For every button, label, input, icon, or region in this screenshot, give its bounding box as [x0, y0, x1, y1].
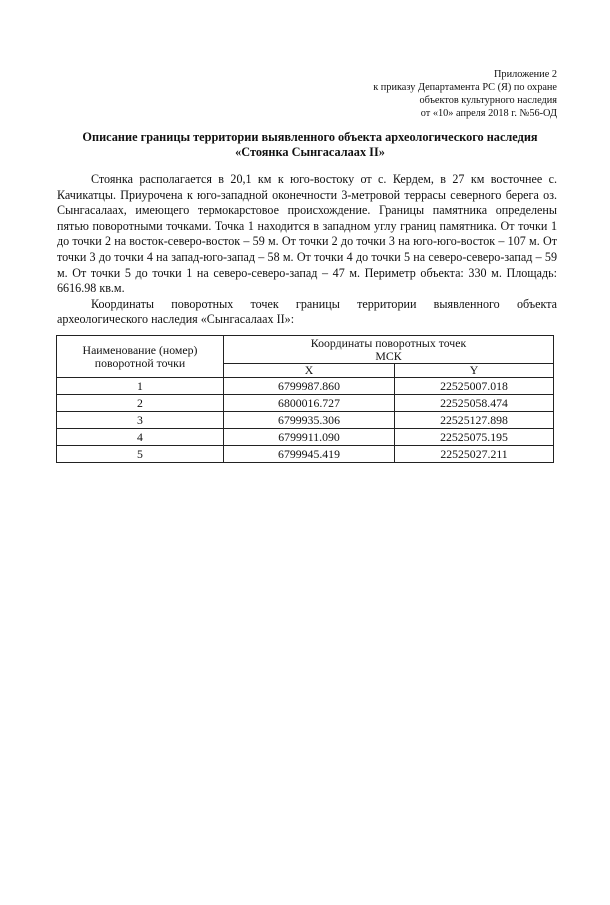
point-x: 6800016.727	[224, 395, 395, 412]
table-row	[57, 395, 554, 412]
point-x: 6799911.090	[224, 429, 395, 446]
appendix-line: от «10» апреля 2018 г. №56-ОД	[420, 108, 557, 119]
point-number: 2	[57, 395, 224, 412]
point-number: 1	[57, 378, 224, 395]
header-point-name	[57, 336, 224, 378]
appendix-line: объектов культурного наследия	[419, 95, 557, 106]
appendix-line: к приказу Департамента РС (Я) по охране	[373, 82, 557, 93]
document-body	[57, 172, 557, 328]
point-y: 22525075.195	[395, 429, 554, 446]
table-row	[57, 378, 554, 395]
coordinates-intro-paragraph: Координаты поворотных точек границы территории выявленного объекта археологического наследия «Сынгасалаах II»:	[57, 296, 557, 327]
point-number: 4	[57, 429, 224, 446]
title-line: Описание границы территории выявленного объекта археологического наследия	[82, 130, 538, 144]
point-x: 6799987.860	[224, 378, 395, 395]
point-y: 22525027.211	[395, 446, 554, 463]
header-y: Y	[395, 364, 554, 378]
header-coordinates-system: МСК	[375, 348, 402, 363]
appendix-block	[373, 68, 557, 120]
point-number: 5	[57, 446, 224, 463]
header-coordinates-line: Координаты поворотных точек	[310, 335, 467, 350]
table-row	[57, 429, 554, 446]
point-y: 22525007.018	[395, 378, 554, 395]
table-row	[57, 446, 554, 463]
table-header-row	[57, 336, 554, 364]
point-number: 3	[57, 412, 224, 429]
header-coordinates	[224, 336, 554, 364]
appendix-line: Приложение 2	[494, 69, 557, 80]
point-y: 22525058.474	[395, 395, 554, 412]
point-y: 22525127.898	[395, 412, 554, 429]
table-row	[57, 412, 554, 429]
header-x: X	[224, 364, 395, 378]
point-x: 6799945.419	[224, 446, 395, 463]
description-paragraph: Стоянка располагается в 20,1 км к юго-востоку от с. Кердем, в 27 км восточнее с. Качикатцы. Приурочена к юго-западной оконечности 3-метровой террасы северного берега оз. Сынгасалаах, имеющего термокарстовое происхождение. Границы памятника определены пятью поворотными точками. Точка 1 находится в западном углу границ памятника. От точки 1 до точки 2 на восток-северо-восток – 59 м. От точки 2 до точки 3 на юго-юго-восток – 107 м. От точки 3 до точки 4 на запад-юго-запад – 58 м. От точки 4 до точки 5 на северо-северо-запад – 59 м. От точки 5 до точки 1 на северо-северо-запад – 47 м. Периметр объекта: 330 м. Площадь: 6616.98 кв.м.	[57, 172, 557, 296]
header-point-name-text: Наименование (номер) поворотной точки	[82, 342, 198, 370]
point-x: 6799935.306	[224, 412, 395, 429]
coordinates-table	[56, 335, 554, 463]
title-line: «Стоянка Сынгасалаах II»	[235, 145, 385, 159]
document-title	[40, 130, 580, 160]
